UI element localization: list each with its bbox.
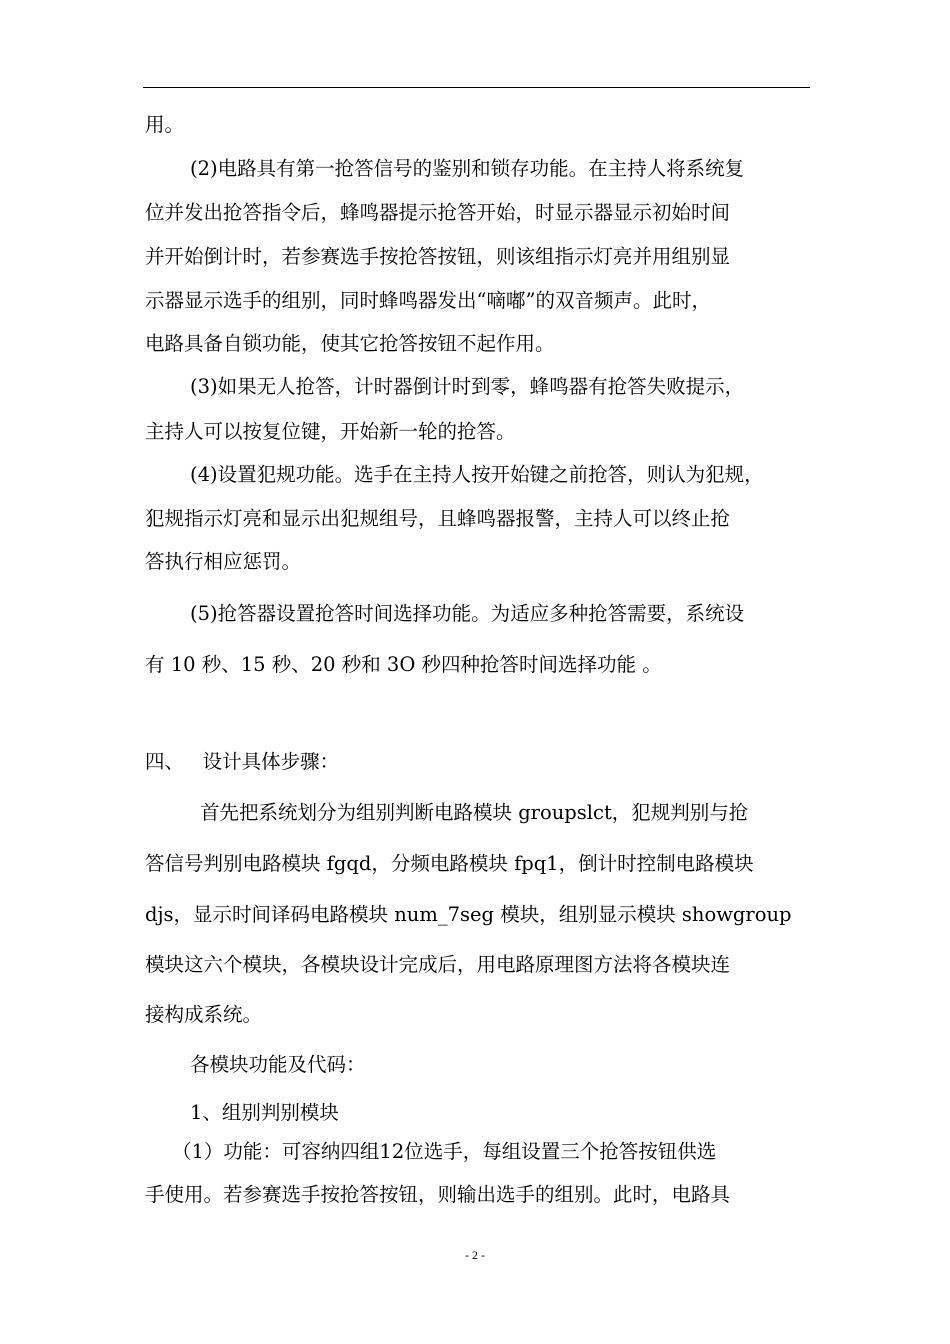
text-line-20: 1、组别判别模块 (190, 1101, 339, 1124)
header-rule (143, 87, 810, 88)
text-line-22: 手使用。若参赛选手按抢答按钮，则输出选手的组别。此时，电路具 (145, 1183, 731, 1206)
text-line-4: 并开始倒计时，若参赛选手按抢答按钮，则该组指示灯亮并用组别显 (145, 245, 731, 268)
text-line-17: 模块这六个模块，各模块设计完成后，用电路原理图方法将各模块连 (145, 953, 731, 976)
text-line-5: 示器显示选手的组别，同时蜂鸣器发出“嘀嘟”的双音频声。此时， (145, 289, 711, 312)
text-line-11: 答执行相应惩罚。 (145, 550, 302, 573)
text-line-14: 首先把系统划分为组别判断电路模块 groupslct，犯规判别与抢 (200, 801, 749, 824)
text-line-18: 接构成系统。 (145, 1003, 263, 1026)
text-line-16: djs，显示时间译码电路模块 num_7seg 模块，组别显示模块 showgroup (145, 903, 792, 926)
text-line-1: 用。 (145, 113, 185, 136)
section-heading: 四、 设计具体步骤： (145, 750, 340, 773)
text-line-12: (5)抢答器设置抢答时间选择功能。为适应多种抢答需要，系统设 (190, 602, 745, 625)
text-line-15: 答信号判别电路模块 fgqd，分频电路模块 fpq1，倒计时控制电路模块 (145, 852, 754, 875)
text-line-6: 电路具备自锁功能，使其它抢答按钮不起作用。 (145, 332, 555, 355)
text-line-8: 主持人可以按复位键，开始新一轮的抢答。 (145, 420, 516, 443)
text-line-3: 位并发出抢答指令后，蜂鸣器提示抢答开始，时显示器显示初始时间 (145, 201, 731, 224)
text-line-13: 有 10 秒、15 秒、20 秒和 3O 秒四种抢答时间选择功能 。 (145, 653, 662, 676)
text-line-7: (3)如果无人抢答，计时器倒计时到零，蜂鸣器有抢答失败提示， (190, 375, 745, 398)
text-line-2: (2)电路具有第一抢答信号的鉴别和锁存功能。在主持人将系统复 (190, 157, 745, 180)
text-line-21: （1）功能：可容纳四组12位选手，每组设置三个抢答按钮供选 (172, 1140, 717, 1163)
text-line-9: (4)设置犯规功能。选手在主持人按开始键之前抢答，则认为犯规， (190, 463, 764, 486)
text-line-10: 犯规指示灯亮和显示出犯规组号，且蜂鸣器报警，主持人可以终止抢 (145, 507, 731, 530)
text-line-19: 各模块功能及代码： (190, 1053, 366, 1076)
page-number: - 2 - (465, 1248, 485, 1262)
